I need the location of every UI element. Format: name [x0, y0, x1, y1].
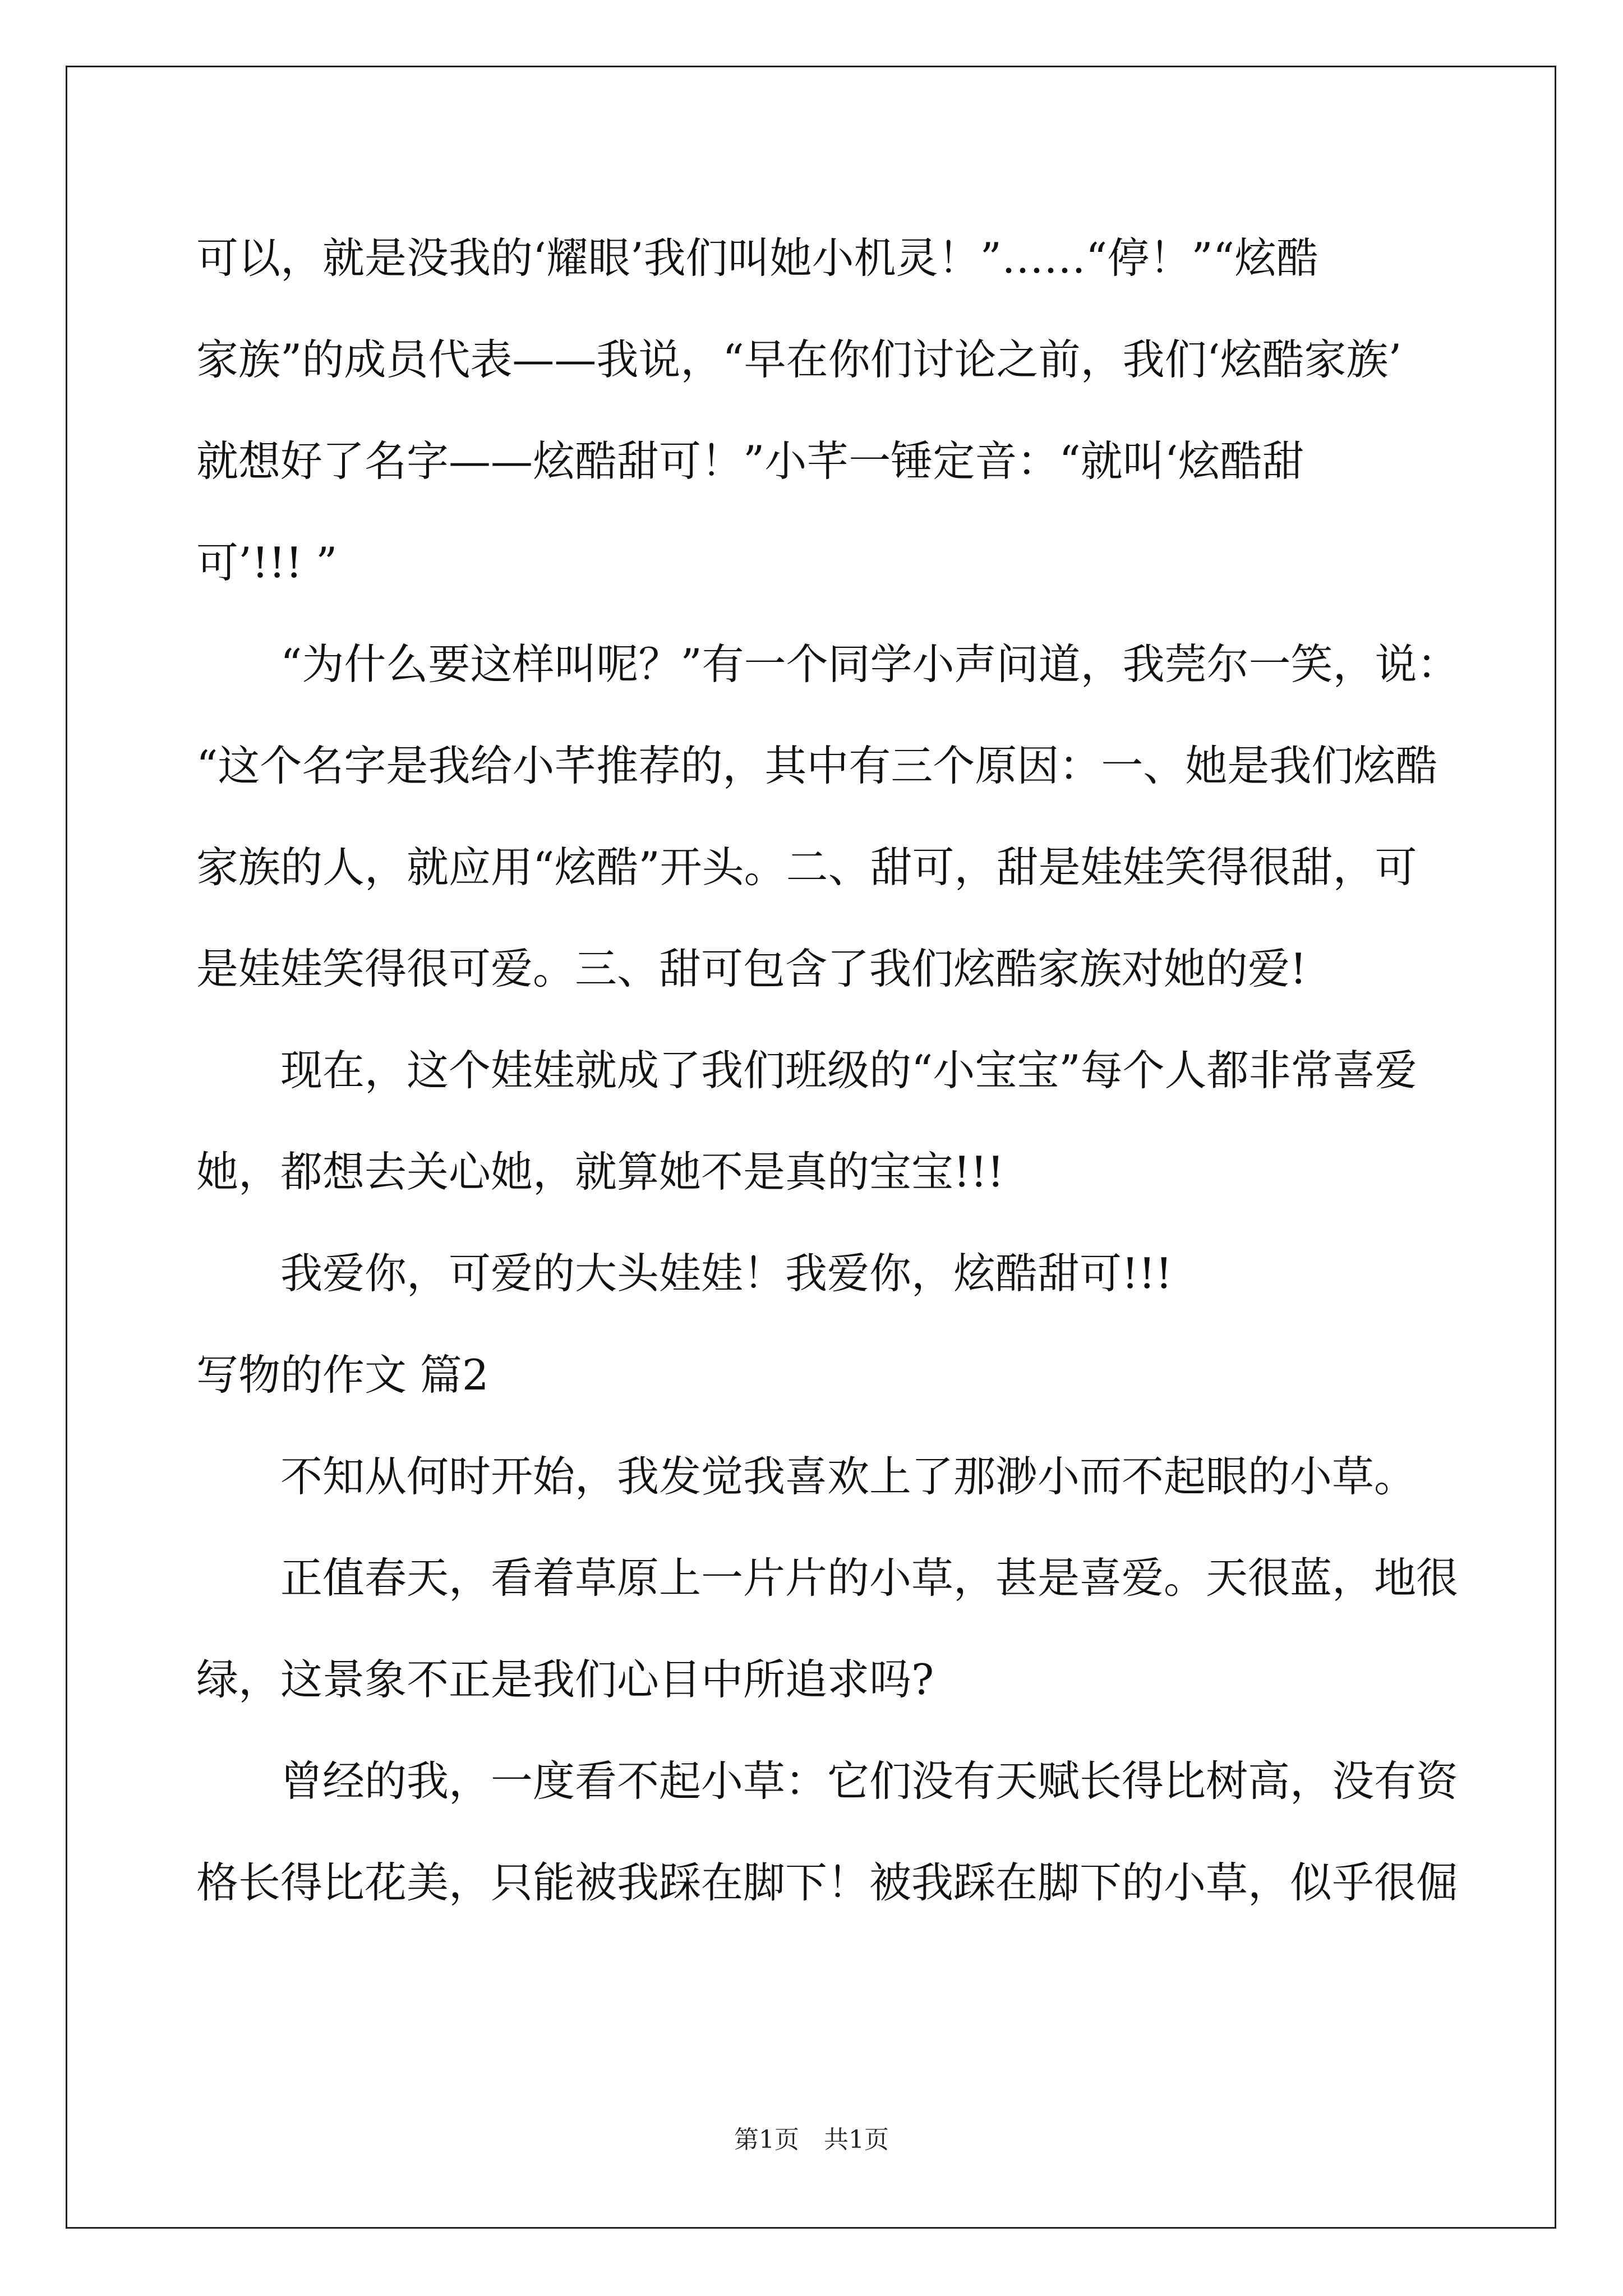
- text-line: 家族”的成员代表——我说，“早在你们讨论之前，我们‘炫酷家族’: [196, 335, 1402, 384]
- paragraph: [196, 1020, 1430, 1223]
- paragraph: [196, 1731, 1459, 1934]
- text-line: 格长得比花美，只能被我踩在脚下！被我踩在脚下的小草，似乎很倔: [196, 1858, 1459, 1907]
- text-line: “这个名字是我给小芊推荐的，其中有三个原因：一、她是我们炫酷: [196, 741, 1438, 790]
- text-line: 家族的人，就应用“炫酷”开头。二、甜可，甜是娃娃笑得很甜，可: [196, 843, 1417, 892]
- document-body: [196, 208, 1459, 1934]
- text-line: 曾经的我，一度看不起小草：它们没有天赋长得比树高，没有资: [280, 1756, 1459, 1806]
- text-line: 就想好了名字——炫酷甜可！”小芊一锤定音：“就叫‘炫酷甜: [196, 436, 1304, 486]
- text-line: 不知从何时开始，我发觉我喜欢上了那渺小而不起眼的小草。: [280, 1452, 1417, 1501]
- text-line: 可’!!! ”: [196, 538, 338, 587]
- paragraph: [196, 208, 1430, 614]
- paragraph: [196, 614, 1459, 1020]
- text-line: “为什么要这样叫呢？”有一个同学小声问道，我莞尔一笑，说：: [280, 639, 1459, 689]
- paragraph: [196, 1527, 1459, 1731]
- text-line: 是娃娃笑得很可爱。三、甜可包含了我们炫酷家族对她的爱!: [196, 944, 1307, 993]
- text-line: 她，都想去关心她，就算她不是真的宝宝!!!: [196, 1147, 1004, 1197]
- text-line: 绿，这景象不正是我们心目中所追求吗?: [196, 1655, 934, 1704]
- text-line: 可以，就是没我的‘耀眼’我们叫她小机灵！”……“停！”“炫酷: [196, 233, 1319, 283]
- text-line: 现在，这个娃娃就成了我们班级的“小宝宝”每个人都非常喜爱: [280, 1046, 1417, 1095]
- text-line: 正值春天，看着草原上一片片的小草，甚是喜爱。天很蓝，地很: [280, 1553, 1459, 1603]
- paragraph: [196, 1223, 1430, 1324]
- section-heading: 写物的作文 篇2: [196, 1350, 489, 1400]
- page-number-footer: 第1页 共1页: [734, 2125, 889, 2154]
- text-line: 我爱你，可爱的大头娃娃！我爱你，炫酷甜可!!!: [280, 1249, 1173, 1298]
- paragraph: [196, 1426, 1430, 1527]
